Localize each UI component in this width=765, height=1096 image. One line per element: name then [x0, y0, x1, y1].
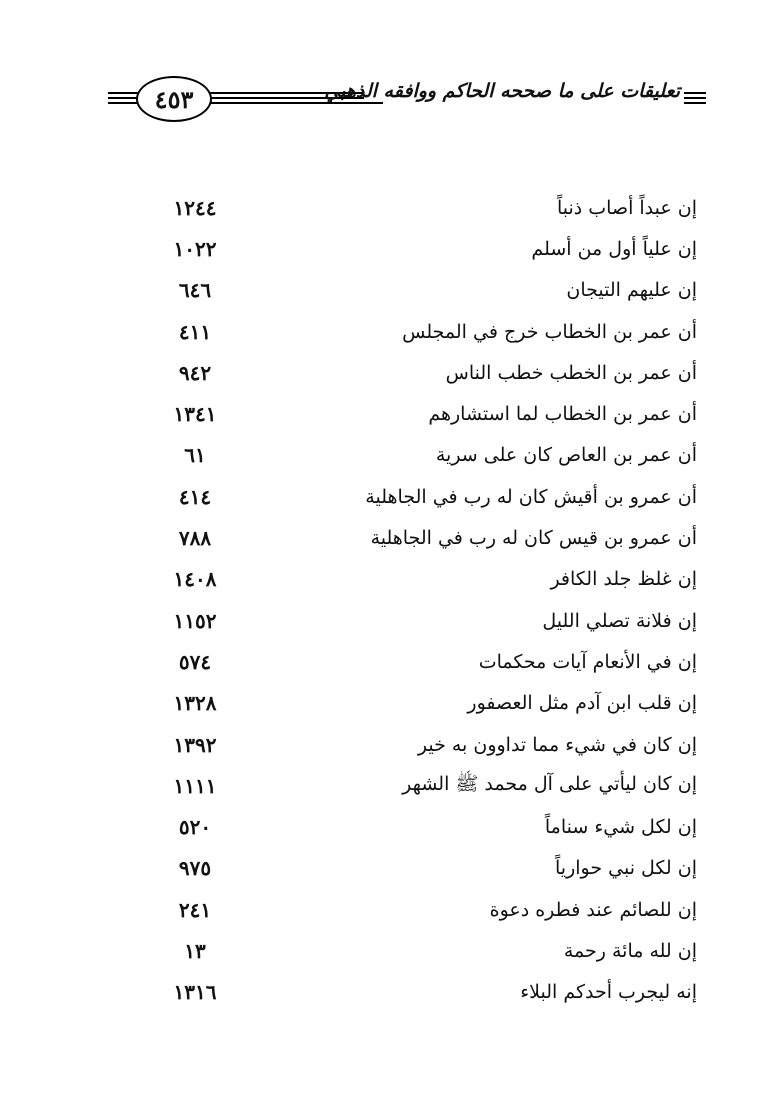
index-entry	[160, 972, 705, 1013]
header-rule	[203, 102, 383, 104]
entry-number: ١٣١٦	[173, 980, 217, 1005]
entry-text: إن قلب ابن آدم مثل العصفور	[467, 692, 697, 715]
header-rule	[108, 102, 138, 104]
index-entry	[160, 559, 705, 600]
entry-text: إن لكل نبي حوارياً	[555, 857, 697, 880]
entry-number: ٤١٤	[178, 484, 212, 509]
index-entry	[160, 889, 705, 930]
page-number: ٤٥٣	[136, 76, 212, 122]
header-rule	[684, 97, 706, 99]
header-rule	[684, 102, 706, 104]
entry-number: ٤١١	[178, 319, 212, 344]
entry-text: إن في الأنعام آيات محكمات	[478, 650, 697, 673]
index-entry	[160, 311, 705, 352]
entry-number: ١١١١	[173, 773, 217, 798]
index-entry	[160, 187, 705, 228]
entry-number: ٢٤١	[178, 897, 212, 922]
entry-number: ١٣٢٨	[173, 691, 217, 716]
entry-text: إن لله مائة رحمة	[563, 939, 697, 962]
entry-number: ١٤٠٨	[173, 567, 217, 592]
index-entry	[160, 641, 705, 682]
index-entry	[160, 228, 705, 269]
index-entry	[160, 600, 705, 641]
entry-text: إن للصائم عند فطره دعوة	[489, 898, 697, 921]
index-entry	[160, 806, 705, 847]
entry-number: ٥٧٤	[178, 649, 212, 674]
index-entry	[160, 435, 705, 476]
entry-text: إنه ليجرب أحدكم البلاء	[520, 981, 697, 1004]
index-entry	[160, 517, 705, 558]
entry-text: إن كان في شيء مما تداوون به خير	[417, 733, 697, 756]
entry-text: إن غلظ جلد الكافر	[550, 568, 697, 591]
entry-number: ٩٧٥	[178, 856, 212, 881]
index-entry	[160, 765, 705, 806]
entry-text: أن عمر بن الخطاب خرج في المجلس	[402, 320, 697, 343]
index-entry	[160, 393, 705, 434]
index-entry	[160, 848, 705, 889]
entry-number: ١٢٤٤	[173, 195, 217, 220]
page-header	[108, 72, 704, 122]
running-title: تعليقات على ما صححه الحاكم ووافقه الذهبي	[324, 80, 680, 102]
index-entry	[160, 930, 705, 971]
entry-number: ١٣٩٢	[173, 732, 217, 757]
entry-text: إن عليهم التيجان	[566, 279, 697, 302]
entry-text: إن فلانة تصلي الليل	[542, 609, 697, 632]
entry-number: ١٣٤١	[173, 402, 217, 427]
entry-number: ١١٥٢	[173, 608, 217, 633]
index-entry	[160, 724, 705, 765]
entry-text: أن عمر بن الخطب خطب الناس	[445, 361, 697, 384]
entry-number: ١٠٢٢	[173, 236, 217, 261]
entry-number: ٥٢٠	[178, 815, 212, 840]
index-list	[160, 187, 705, 1013]
entry-text: إن كان ليأتي على آل محمد ﷺ الشهر	[402, 772, 697, 795]
entry-text: أن عمر بن العاص كان على سرية	[435, 444, 697, 467]
entry-text: أن عمر بن الخطاب لما استشارهم	[428, 403, 697, 426]
header-rule	[108, 92, 138, 94]
index-entry	[160, 270, 705, 311]
entry-number: ١٣	[184, 938, 206, 963]
entry-number: ٦١	[184, 443, 206, 468]
entry-text: أن عمرو بن أقيش كان له رب في الجاهلية	[365, 485, 697, 508]
header-rule	[684, 92, 706, 94]
index-entry	[160, 352, 705, 393]
header-rule	[108, 97, 138, 99]
entry-number: ٩٤٢	[178, 360, 212, 385]
entry-text: إن لكل شيء سناماً	[544, 816, 697, 839]
entry-text: إن عبداً أصاب ذنباً	[556, 196, 697, 219]
entry-text: إن علياً أول من أسلم	[531, 237, 697, 260]
entry-number: ٧٨٨	[178, 526, 212, 551]
entry-text: أن عمرو بن قيس كان له رب في الجاهلية	[370, 527, 697, 550]
entry-number: ٦٤٦	[178, 278, 212, 303]
index-entry	[160, 683, 705, 724]
index-entry	[160, 476, 705, 517]
